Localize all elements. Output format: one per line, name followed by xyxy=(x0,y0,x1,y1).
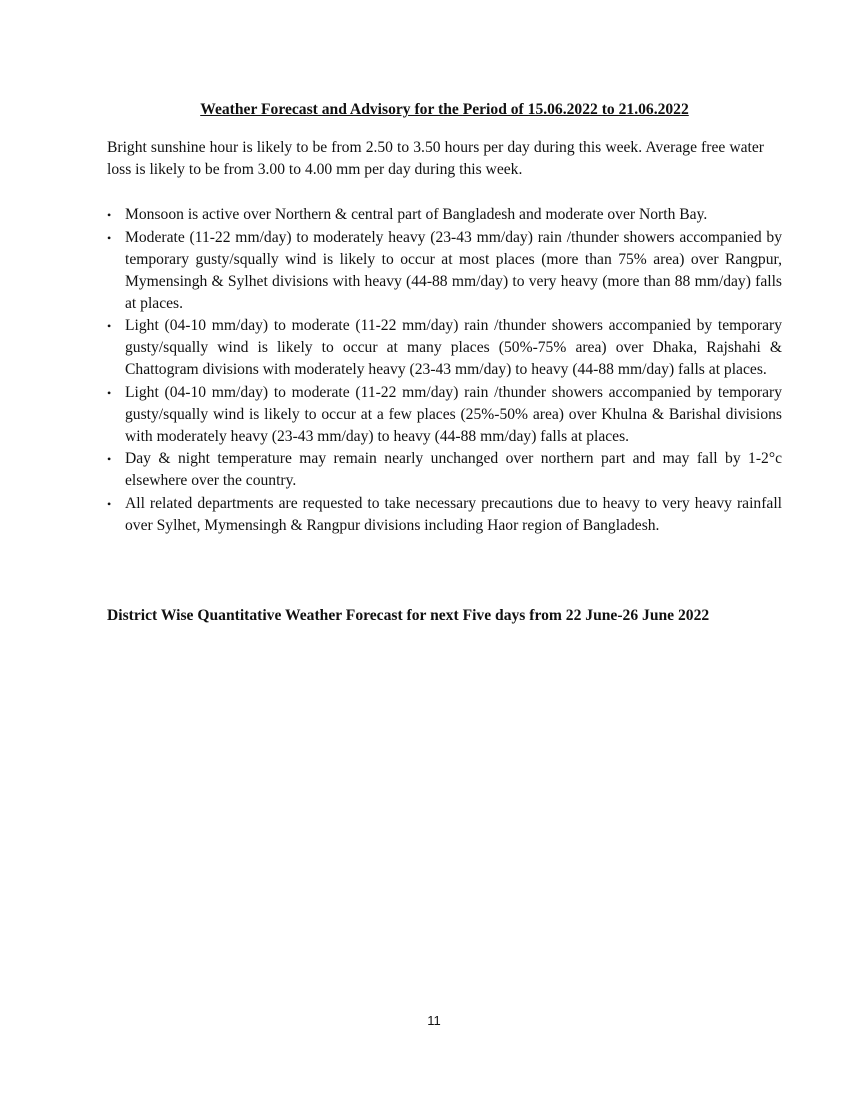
bullet-icon: • xyxy=(107,208,112,222)
list-item xyxy=(107,315,782,381)
list-item xyxy=(107,227,782,315)
bullet-text: Moderate (11-22 mm/day) to moderately heavy (23-43 mm/day) rain /thunder showers accompanied by temporary gusty/squally wind is likely to occur at most places (more than 75% area) over Rangpur, Mymensingh & Sylhet divisions with heavy (44-88 mm/day) to very heavy (more than 88 mm/day) falls at places. xyxy=(125,228,782,312)
bullet-text: Monsoon is active over Northern & central part of Bangladesh and moderate over North Bay. xyxy=(125,206,708,223)
section-heading: District Wise Quantitative Weather Forecast for next Five days from 22 June-26 June 2022 xyxy=(107,607,710,624)
bullet-text: Day & night temperature may remain nearly unchanged over northern part and may fall by 1-2°c elsewhere over the country. xyxy=(125,450,782,489)
advisory-bullet-list xyxy=(107,204,782,537)
bullet-icon: • xyxy=(107,496,112,511)
intro-paragraph: Bright sunshine hour is likely to be from 2.50 to 3.50 hours per day during this week. Average free water loss is likely to be from 3.00 to 4.00 mm per day during this week. xyxy=(107,139,764,178)
list-item xyxy=(107,204,782,226)
list-item xyxy=(107,448,782,492)
bullet-text: Light (04-10 mm/day) to moderate (11-22 mm/day) rain /thunder showers accompanied by temporary gusty/squally wind is likely to occur at a few places (25%-50% area) over Khulna & Barishal divisions with moderately heavy (23-43 mm/day) to heavy (44-88 mm/day) falls at places. xyxy=(125,383,782,445)
list-item xyxy=(107,493,782,537)
bullet-text: All related departments are requested to take necessary precautions due to heavy to very heavy rainfall over Sylhet, Mymensingh & Rangpur divisions including Haor region of Bangladesh. xyxy=(125,494,782,534)
bullet-icon: • xyxy=(107,230,112,245)
bullet-icon: • xyxy=(107,385,112,400)
page-number: 11 xyxy=(427,1013,441,1028)
bullet-icon: • xyxy=(107,452,112,466)
document-title: Weather Forecast and Advisory for the Period of 15.06.2022 to 21.06.2022 xyxy=(200,101,689,118)
bullet-text: Light (04-10 mm/day) to moderate (11-22 mm/day) rain /thunder showers accompanied by temporary gusty/squally wind is likely to occur at many places (50%-75% area) over Dhaka, Rajshahi & Chattogram divisions with moderately heavy (23-43 mm/day) to heavy (44-88 mm/day) falls at places. xyxy=(125,317,782,378)
list-item xyxy=(107,382,782,448)
bullet-icon: • xyxy=(107,319,112,333)
